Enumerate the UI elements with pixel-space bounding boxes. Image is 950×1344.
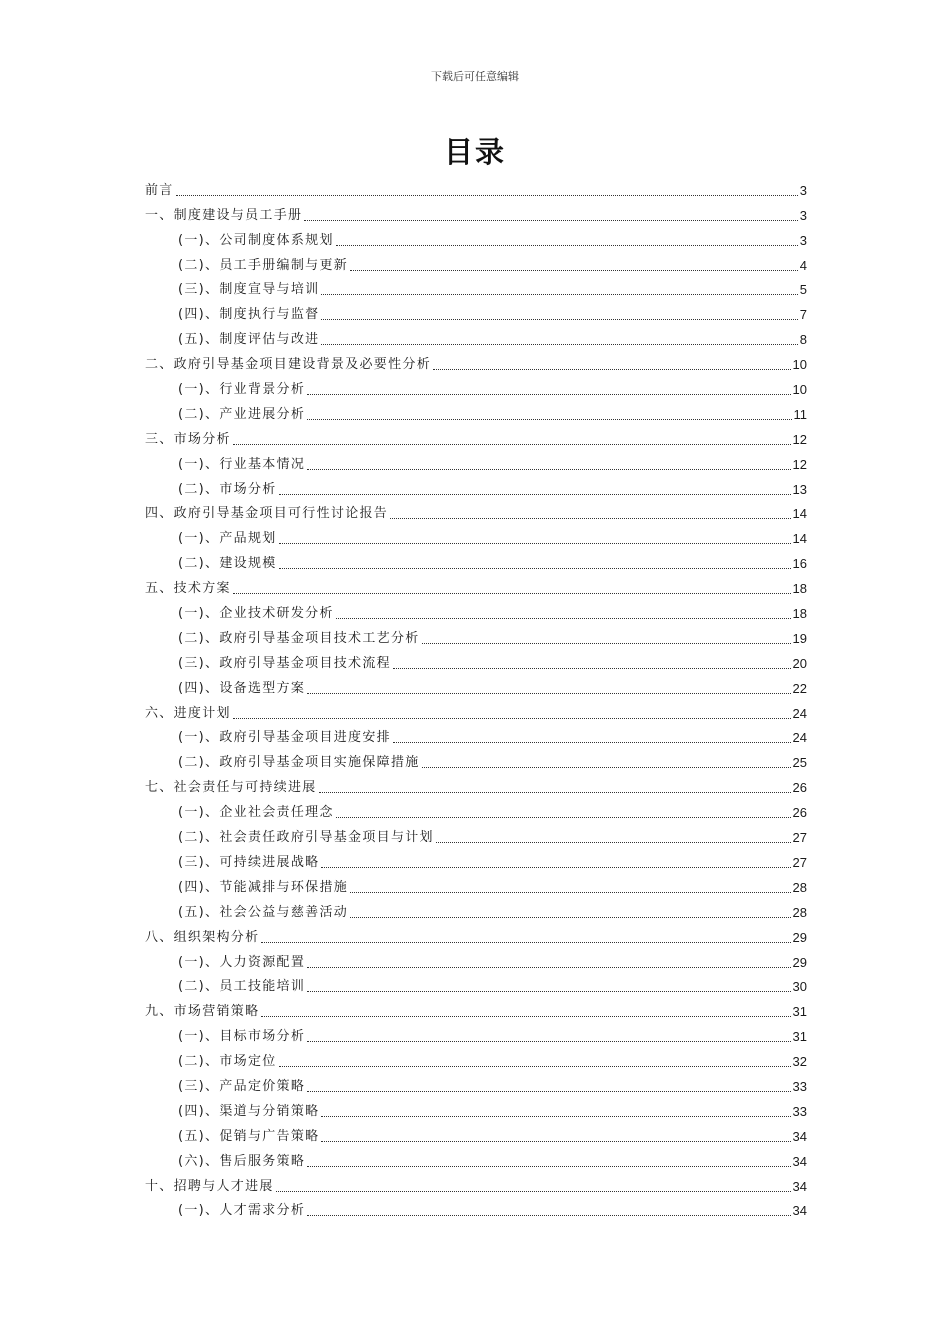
toc-entry[interactable] (145, 597, 807, 622)
toc-dot-leader (433, 368, 791, 370)
toc-entry[interactable] (145, 174, 807, 199)
toc-dot-leader (321, 343, 797, 345)
toc-entry-label: (四)、制度执行与监督 (178, 307, 320, 323)
toc-entry-label: (一)、人力资源配置 (178, 954, 306, 970)
toc-entry-label: 九、市场营销策略 (145, 1004, 260, 1020)
toc-entry-label: (三)、产品定价策略 (178, 1078, 306, 1094)
toc-entry-page: 16 (792, 556, 807, 572)
toc-entry-page: 11 (793, 406, 807, 422)
toc-entry-page: 7 (799, 307, 807, 323)
toc-entry[interactable] (145, 1145, 807, 1170)
toc-dot-leader (350, 891, 790, 893)
table-of-contents (145, 174, 807, 1219)
toc-entry-page: 3 (799, 207, 807, 223)
toc-entry-label: (一)、产品规划 (178, 531, 277, 547)
toc-entry[interactable] (145, 1045, 807, 1070)
toc-entry[interactable] (145, 224, 807, 249)
toc-entry[interactable] (145, 547, 807, 572)
toc-entry-page: 3 (799, 182, 807, 198)
toc-entry[interactable] (145, 1020, 807, 1045)
toc-entry[interactable] (145, 647, 807, 672)
toc-dot-leader (261, 1015, 790, 1017)
toc-entry[interactable] (145, 199, 807, 224)
toc-entry[interactable] (145, 697, 807, 722)
toc-entry-label: (一)、企业社会责任理念 (178, 805, 334, 821)
toc-entry-label: 二、政府引导基金项目建设背景及必要性分析 (145, 357, 432, 373)
toc-entry-label: (一)、政府引导基金项目进度安排 (178, 730, 391, 746)
toc-entry-page: 28 (792, 904, 807, 920)
toc-entry-page: 31 (792, 1029, 807, 1045)
toc-entry-page: 33 (792, 1078, 807, 1094)
toc-dot-leader (176, 194, 798, 196)
toc-entry-label: (五)、制度评估与改进 (178, 332, 320, 348)
toc-entry[interactable] (145, 249, 807, 274)
toc-dot-leader (276, 1190, 791, 1192)
toc-entry-label: (二)、社会责任政府引导基金项目与计划 (178, 830, 434, 846)
toc-entry-label: (一)、行业背景分析 (178, 382, 306, 398)
toc-entry-page: 34 (792, 1203, 807, 1219)
toc-dot-leader (307, 393, 790, 395)
toc-dot-leader (350, 916, 790, 918)
toc-entry-page: 26 (792, 805, 807, 821)
toc-entry[interactable] (145, 522, 807, 547)
toc-dot-leader (279, 493, 791, 495)
toc-dot-leader (422, 766, 791, 768)
toc-entry-page: 25 (792, 755, 807, 771)
toc-entry-label: (二)、产业进展分析 (178, 406, 306, 422)
toc-entry[interactable] (145, 274, 807, 299)
toc-entry-page: 3 (799, 232, 807, 248)
toc-entry-page: 29 (792, 954, 807, 970)
toc-entry[interactable] (145, 622, 807, 647)
toc-entry[interactable] (145, 498, 807, 523)
toc-entry-label: (一)、公司制度体系规划 (178, 232, 334, 248)
toc-entry[interactable] (145, 896, 807, 921)
toc-dot-leader (279, 567, 791, 569)
toc-dot-leader (321, 1115, 790, 1117)
toc-entry-label: 一、制度建设与员工手册 (145, 207, 303, 223)
toc-entry[interactable] (145, 722, 807, 747)
toc-entry-page: 34 (792, 1153, 807, 1169)
toc-dot-leader (307, 418, 791, 420)
toc-entry-page: 10 (792, 382, 807, 398)
toc-entry[interactable] (145, 398, 807, 423)
toc-dot-leader (261, 941, 790, 943)
toc-entry-page: 33 (792, 1103, 807, 1119)
toc-dot-leader (321, 866, 790, 868)
toc-entry-label: 前言 (145, 182, 174, 198)
toc-dot-leader (233, 443, 791, 445)
toc-entry-page: 30 (792, 979, 807, 995)
toc-dot-leader (307, 1214, 790, 1216)
toc-dot-leader (336, 816, 791, 818)
toc-entry[interactable] (145, 821, 807, 846)
toc-entry-label: (一)、行业基本情况 (178, 456, 306, 472)
toc-dot-leader (307, 966, 790, 968)
toc-entry[interactable] (145, 1120, 807, 1145)
toc-entry-label: 十、招聘与人才进展 (145, 1178, 274, 1194)
toc-entry[interactable] (145, 672, 807, 697)
toc-entry-label: 八、组织架构分析 (145, 929, 260, 945)
toc-entry[interactable] (145, 298, 807, 323)
toc-entry[interactable] (145, 1170, 807, 1195)
toc-dot-leader (307, 468, 790, 470)
toc-dot-leader (393, 667, 791, 669)
toc-entry[interactable] (145, 746, 807, 771)
toc-entry-page: 14 (792, 531, 807, 547)
toc-entry-label: 四、政府引导基金项目可行性讨论报告 (145, 506, 389, 522)
toc-entry-page: 18 (792, 606, 807, 622)
toc-entry-label: (三)、制度宣导与培训 (178, 282, 320, 298)
toc-entry[interactable] (145, 871, 807, 896)
toc-entry-label: (一)、企业技术研发分析 (178, 606, 334, 622)
toc-entry[interactable] (145, 323, 807, 348)
toc-entry-page: 13 (792, 481, 807, 497)
toc-entry-label: 五、技术方案 (145, 581, 231, 597)
toc-entry-label: (二)、员工技能培训 (178, 979, 306, 995)
toc-entry[interactable] (145, 423, 807, 448)
toc-entry-label: 七、社会责任与可持续进展 (145, 780, 317, 796)
toc-entry-page: 8 (799, 332, 807, 348)
toc-entry-label: (四)、设备选型方案 (178, 680, 306, 696)
toc-entry-page: 14 (792, 506, 807, 522)
toc-dot-leader (336, 617, 791, 619)
toc-entry[interactable] (145, 796, 807, 821)
toc-entry-page: 27 (792, 854, 807, 870)
toc-entry-page: 28 (792, 879, 807, 895)
toc-entry-label: (二)、建设规模 (178, 556, 277, 572)
toc-dot-leader (321, 1140, 790, 1142)
toc-entry-label: (三)、政府引导基金项目技术流程 (178, 655, 391, 671)
toc-entry[interactable] (145, 771, 807, 796)
toc-entry-label: (五)、促销与广告策略 (178, 1128, 320, 1144)
toc-entry-page: 10 (792, 357, 807, 373)
toc-entry-label: (五)、社会公益与慈善活动 (178, 904, 349, 920)
toc-entry[interactable] (145, 448, 807, 473)
toc-entry-page: 19 (792, 630, 807, 646)
toc-dot-leader (422, 642, 791, 644)
toc-entry[interactable] (145, 1070, 807, 1095)
toc-entry-label: (一)、人才需求分析 (178, 1203, 306, 1219)
toc-entry-page: 24 (792, 705, 807, 721)
toc-entry[interactable] (145, 348, 807, 373)
toc-entry-label: (四)、渠道与分销策略 (178, 1103, 320, 1119)
toc-dot-leader (390, 517, 790, 519)
page-header: 下载后可任意编辑 (431, 70, 519, 83)
toc-entry-label: (二)、员工手册编制与更新 (178, 257, 349, 273)
toc-entry[interactable] (145, 1095, 807, 1120)
toc-entry-page: 12 (792, 431, 807, 447)
toc-entry-page: 32 (792, 1054, 807, 1070)
toc-entry[interactable] (145, 946, 807, 971)
toc-entry[interactable] (145, 572, 807, 597)
toc-entry[interactable] (145, 846, 807, 871)
toc-dot-leader (279, 1065, 791, 1067)
toc-entry-label: 六、进度计划 (145, 705, 231, 721)
toc-entry-page: 27 (792, 830, 807, 846)
toc-entry-label: 三、市场分析 (145, 431, 231, 447)
toc-entry-page: 29 (792, 929, 807, 945)
toc-dot-leader (307, 1040, 790, 1042)
toc-entry-page: 4 (799, 257, 807, 273)
toc-entry-label: (三)、可持续进展战略 (178, 854, 320, 870)
toc-title: 目录 (443, 135, 506, 169)
toc-entry[interactable] (145, 473, 807, 498)
toc-entry-page: 34 (792, 1178, 807, 1194)
toc-dot-leader (436, 841, 791, 843)
toc-entry[interactable] (145, 995, 807, 1020)
toc-entry-page: 18 (792, 581, 807, 597)
toc-entry-page: 12 (792, 456, 807, 472)
toc-dot-leader (393, 741, 791, 743)
toc-dot-leader (304, 219, 797, 221)
toc-dot-leader (307, 1165, 790, 1167)
toc-entry-page: 22 (792, 680, 807, 696)
toc-entry-label: (一)、目标市场分析 (178, 1029, 306, 1045)
toc-dot-leader (233, 592, 791, 594)
toc-entry[interactable] (145, 373, 807, 398)
toc-dot-leader (279, 542, 791, 544)
toc-entry-label: (二)、政府引导基金项目技术工艺分析 (178, 630, 420, 646)
toc-entry-label: (六)、售后服务策略 (178, 1153, 306, 1169)
toc-entry[interactable] (145, 971, 807, 996)
toc-entry-label: (二)、政府引导基金项目实施保障措施 (178, 755, 420, 771)
toc-dot-leader (233, 717, 791, 719)
toc-dot-leader (307, 990, 790, 992)
toc-dot-leader (336, 244, 798, 246)
toc-entry[interactable] (145, 921, 807, 946)
toc-entry[interactable] (145, 1195, 807, 1220)
toc-dot-leader (307, 692, 790, 694)
toc-entry-label: (二)、市场定位 (178, 1054, 277, 1070)
toc-dot-leader (307, 1090, 790, 1092)
toc-entry-page: 5 (799, 282, 807, 298)
toc-entry-page: 34 (792, 1128, 807, 1144)
toc-entry-label: (二)、市场分析 (178, 481, 277, 497)
toc-dot-leader (350, 269, 798, 271)
toc-entry-page: 20 (792, 655, 807, 671)
toc-dot-leader (319, 791, 791, 793)
toc-entry-label: (四)、节能减排与环保措施 (178, 879, 349, 895)
toc-entry-page: 24 (792, 730, 807, 746)
toc-dot-leader (321, 293, 797, 295)
toc-dot-leader (321, 318, 797, 320)
toc-entry-page: 26 (792, 780, 807, 796)
toc-entry-page: 31 (792, 1004, 807, 1020)
